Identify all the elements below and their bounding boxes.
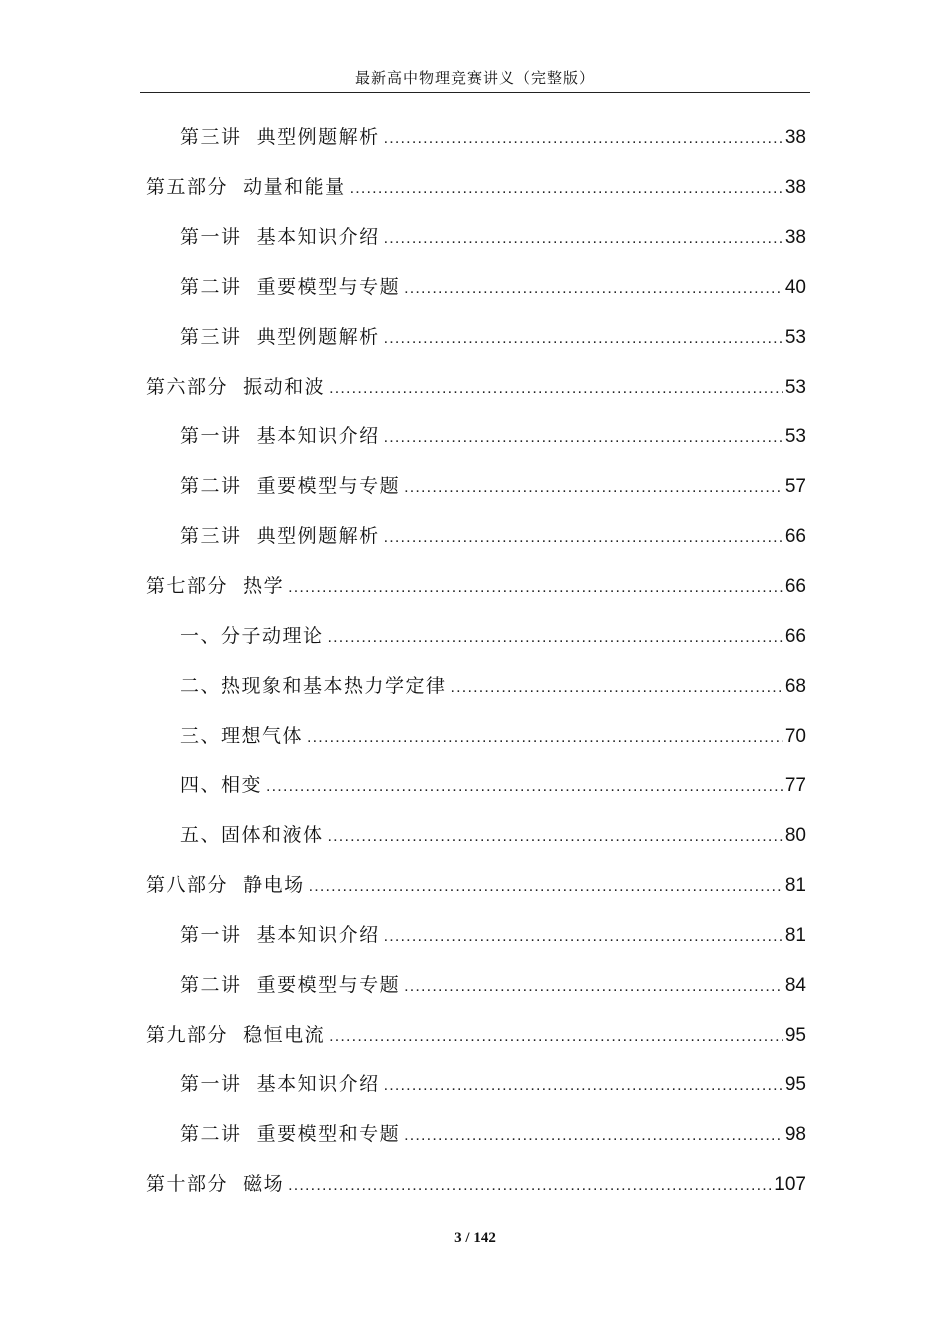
toc-entry-page-number: 53 — [784, 426, 806, 448]
toc-entry-title: 第七部分 热学 — [146, 575, 285, 598]
toc-entry-page-number: 68 — [784, 675, 806, 697]
toc-dot-leader — [384, 429, 783, 447]
toc-entry-page-number: 95 — [784, 1074, 806, 1096]
toc-entry[interactable] — [0, 859, 950, 909]
toc-entry-line — [180, 721, 806, 748]
toc-entry-line — [180, 770, 806, 797]
toc-entry-page-number: 66 — [784, 625, 806, 647]
toc-entry-line — [180, 671, 806, 698]
toc-entry-page-number: 107 — [774, 1174, 806, 1196]
toc-entry-line — [146, 372, 806, 399]
toc-entry[interactable] — [0, 909, 950, 959]
toc-dot-leader — [404, 479, 783, 497]
toc-entry-line — [180, 1069, 806, 1096]
toc-entry-line — [180, 920, 806, 947]
toc-dot-leader — [329, 380, 783, 398]
toc-entry[interactable] — [0, 659, 950, 709]
toc-entry[interactable] — [0, 410, 950, 460]
toc-entry-title: 五、固体和液体 — [180, 824, 324, 847]
toc-entry-title: 第二讲 重要模型与专题 — [180, 475, 401, 498]
toc-dot-leader — [384, 928, 783, 946]
toc-entry-title: 一、分子动理论 — [180, 624, 324, 647]
toc-entry-page-number: 66 — [784, 526, 806, 548]
toc-entry-title: 四、相变 — [180, 774, 263, 797]
toc-entry-title: 三、理想气体 — [180, 724, 304, 747]
toc-entry[interactable] — [0, 809, 950, 859]
toc-dot-leader — [384, 230, 783, 248]
toc-entry-page-number: 66 — [784, 576, 806, 598]
toc-entry-page-number: 70 — [784, 725, 806, 747]
toc-entry-title: 第一讲 基本知识介绍 — [180, 226, 380, 249]
toc-entry-line — [180, 521, 806, 548]
toc-dot-leader — [288, 1177, 772, 1195]
table-of-contents — [0, 111, 950, 1208]
toc-dot-leader — [307, 729, 783, 747]
toc-entry-title: 第一讲 基本知识介绍 — [180, 923, 380, 946]
toc-dot-leader — [384, 529, 783, 547]
toc-entry[interactable] — [0, 111, 950, 161]
toc-entry[interactable] — [0, 360, 950, 410]
toc-entry-title: 第十部分 磁场 — [146, 1173, 285, 1196]
toc-entry[interactable] — [0, 560, 950, 610]
toc-entry-title: 第三讲 典型例题解析 — [180, 525, 380, 548]
toc-entry-line — [180, 1119, 806, 1146]
toc-entry-page-number: 57 — [784, 476, 806, 498]
toc-entry-line — [146, 571, 806, 598]
toc-entry-page-number: 38 — [784, 177, 806, 199]
toc-entry-line — [180, 272, 806, 299]
toc-entry-line — [180, 471, 806, 498]
toc-entry[interactable] — [0, 709, 950, 759]
toc-entry-title: 第二讲 重要模型与专题 — [180, 973, 401, 996]
toc-entry[interactable] — [0, 1158, 950, 1208]
toc-entry-line — [180, 970, 806, 997]
toc-entry-line — [180, 122, 806, 149]
toc-entry-title: 第五部分 动量和能量 — [146, 176, 346, 199]
toc-entry-page-number: 80 — [784, 825, 806, 847]
toc-entry[interactable] — [0, 161, 950, 211]
toc-entry-line — [180, 322, 806, 349]
toc-dot-leader — [329, 1028, 783, 1046]
toc-dot-leader — [384, 330, 783, 348]
toc-entry[interactable] — [0, 1008, 950, 1058]
toc-dot-leader — [309, 878, 783, 896]
toc-entry-title: 第三讲 典型例题解析 — [180, 126, 380, 149]
toc-dot-leader — [288, 579, 783, 597]
toc-entry-line — [180, 222, 806, 249]
toc-entry[interactable] — [0, 261, 950, 311]
toc-entry-page-number: 40 — [784, 276, 806, 298]
toc-dot-leader — [451, 679, 783, 697]
toc-entry-line — [146, 1169, 806, 1196]
toc-dot-leader — [404, 280, 783, 298]
document-title: 最新高中物理竞赛讲义（完整版） — [354, 69, 595, 87]
toc-entry[interactable] — [0, 460, 950, 510]
toc-entry-title: 第九部分 稳恒电流 — [146, 1023, 326, 1046]
toc-entry-page-number: 38 — [784, 227, 806, 249]
toc-entry-page-number: 53 — [784, 326, 806, 348]
toc-entry-page-number: 98 — [784, 1124, 806, 1146]
toc-entry[interactable] — [0, 211, 950, 261]
toc-entry-line — [146, 172, 806, 199]
toc-entry-page-number: 81 — [784, 875, 806, 897]
page-number: 3 / 142 — [454, 1230, 496, 1246]
toc-entry[interactable] — [0, 310, 950, 360]
toc-dot-leader — [384, 130, 783, 148]
toc-entry-title: 第一讲 基本知识介绍 — [180, 1073, 380, 1096]
toc-entry-title: 第八部分 静电场 — [146, 874, 305, 897]
toc-entry-title: 第三讲 典型例题解析 — [180, 325, 380, 348]
toc-entry-page-number: 53 — [784, 376, 806, 398]
page-header — [140, 66, 810, 93]
toc-dot-leader — [404, 978, 783, 996]
toc-entry-page-number: 84 — [784, 974, 806, 996]
toc-entry-line — [180, 621, 806, 648]
toc-entry-page-number: 95 — [784, 1024, 806, 1046]
toc-dot-leader — [404, 1127, 783, 1145]
toc-entry-title: 二、热现象和基本热力学定律 — [180, 674, 447, 697]
toc-entry-title: 第一讲 基本知识介绍 — [180, 425, 380, 448]
toc-dot-leader — [328, 828, 783, 846]
toc-entry[interactable] — [0, 1058, 950, 1108]
toc-entry-page-number: 38 — [784, 127, 806, 149]
toc-entry[interactable] — [0, 1108, 950, 1158]
toc-dot-leader — [350, 180, 783, 198]
toc-entry-line — [180, 820, 806, 847]
toc-entry-page-number: 77 — [784, 775, 806, 797]
toc-entry-title: 第二讲 重要模型与专题 — [180, 275, 401, 298]
toc-entry-line — [180, 421, 806, 448]
toc-entry[interactable] — [0, 759, 950, 809]
page-footer — [0, 1230, 950, 1247]
toc-entry-title: 第六部分 振动和波 — [146, 375, 326, 398]
toc-entry-page-number: 81 — [784, 924, 806, 946]
toc-dot-leader — [328, 629, 783, 647]
toc-entry-line — [146, 870, 806, 897]
toc-entry[interactable] — [0, 609, 950, 659]
toc-entry-line — [146, 1020, 806, 1047]
toc-dot-leader — [384, 1077, 783, 1095]
toc-entry[interactable] — [0, 510, 950, 560]
toc-dot-leader — [266, 778, 783, 796]
toc-entry[interactable] — [0, 958, 950, 1008]
toc-entry-title: 第二讲 重要模型和专题 — [180, 1123, 401, 1146]
